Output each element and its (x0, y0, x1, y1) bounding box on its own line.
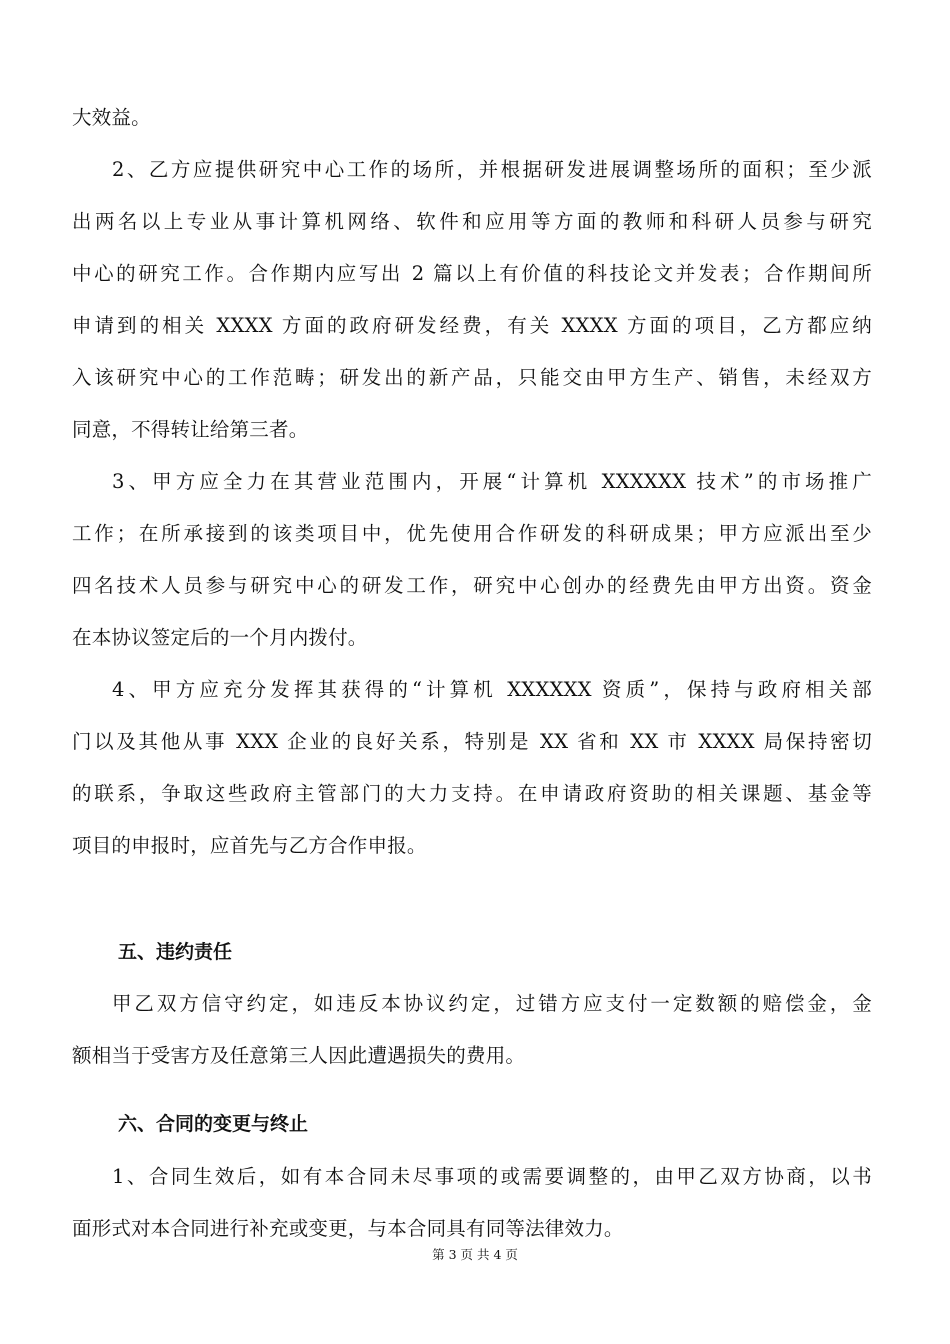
paragraph-line: 申请到的相关 XXXX 方面的政府研发经费，有关 XXXX 方面的项目，乙方都应纳 (72, 314, 872, 337)
paragraph-line: 在本协议签定后的一个月内拨付。 (72, 626, 368, 649)
paragraph-line: 额相当于受害方及任意第三人因此遭遇损失的费用。 (72, 1044, 526, 1067)
section-heading-change-termination: 六、合同的变更与终止 (118, 1113, 309, 1135)
paragraph-line: 工作；在所承接到的该类项目中，优先使用合作研发的科研成果；甲方应派出至少 (72, 522, 872, 545)
paragraph-line: 门以及其他从事 XXX 企业的良好关系，特别是 XX 省和 XX 市 XXXX 局保持密切 (72, 730, 872, 753)
paragraph-line: 四名技术人员参与研究中心的研发工作，研究中心创办的经费先由甲方出资。资金 (72, 574, 872, 597)
page-footer: 第 3 页 共 4 页 (432, 1247, 518, 1262)
paragraph-line: 2、乙方应提供研究中心工作的场所，并根据研发进展调整场所的面积；至少派 (112, 158, 872, 181)
paragraph-line: 面形式对本合同进行补充或变更，与本合同具有同等法律效力。 (72, 1217, 624, 1240)
paragraph-line: 项目的申报时，应首先与乙方合作申报。 (72, 834, 427, 857)
paragraph-line: 3、甲方应全力在其营业范围内，开展“计算机 XXXXXX 技术”的市场推广 (112, 470, 872, 493)
paragraph-line: 中心的研究工作。合作期内应写出 2 篇以上有价值的科技论文并发表；合作期间所 (72, 262, 872, 285)
paragraph-line: 的联系，争取这些政府主管部门的大力支持。在申请政府资助的相关课题、基金等 (72, 782, 872, 805)
paragraph-line: 大效益。 (72, 106, 151, 129)
paragraph-line: 入该研究中心的工作范畴；研发出的新产品，只能交由甲方生产、销售，未经双方 (72, 366, 872, 389)
paragraph-line: 出两名以上专业从事计算机网络、软件和应用等方面的教师和科研人员参与研究 (72, 210, 872, 233)
paragraph-line: 甲乙双方信守约定，如违反本协议约定，过错方应支付一定数额的赔偿金，金 (112, 992, 872, 1015)
paragraph-line: 同意，不得转让给第三者。 (72, 418, 309, 441)
paragraph-line: 1、合同生效后，如有本合同未尽事项的或需要调整的，由甲乙双方协商，以书 (112, 1165, 872, 1188)
section-heading-breach: 五、违约责任 (118, 941, 233, 963)
paragraph-line: 4、甲方应充分发挥其获得的“计算机 XXXXXX 资质”，保持与政府相关部 (112, 678, 872, 701)
